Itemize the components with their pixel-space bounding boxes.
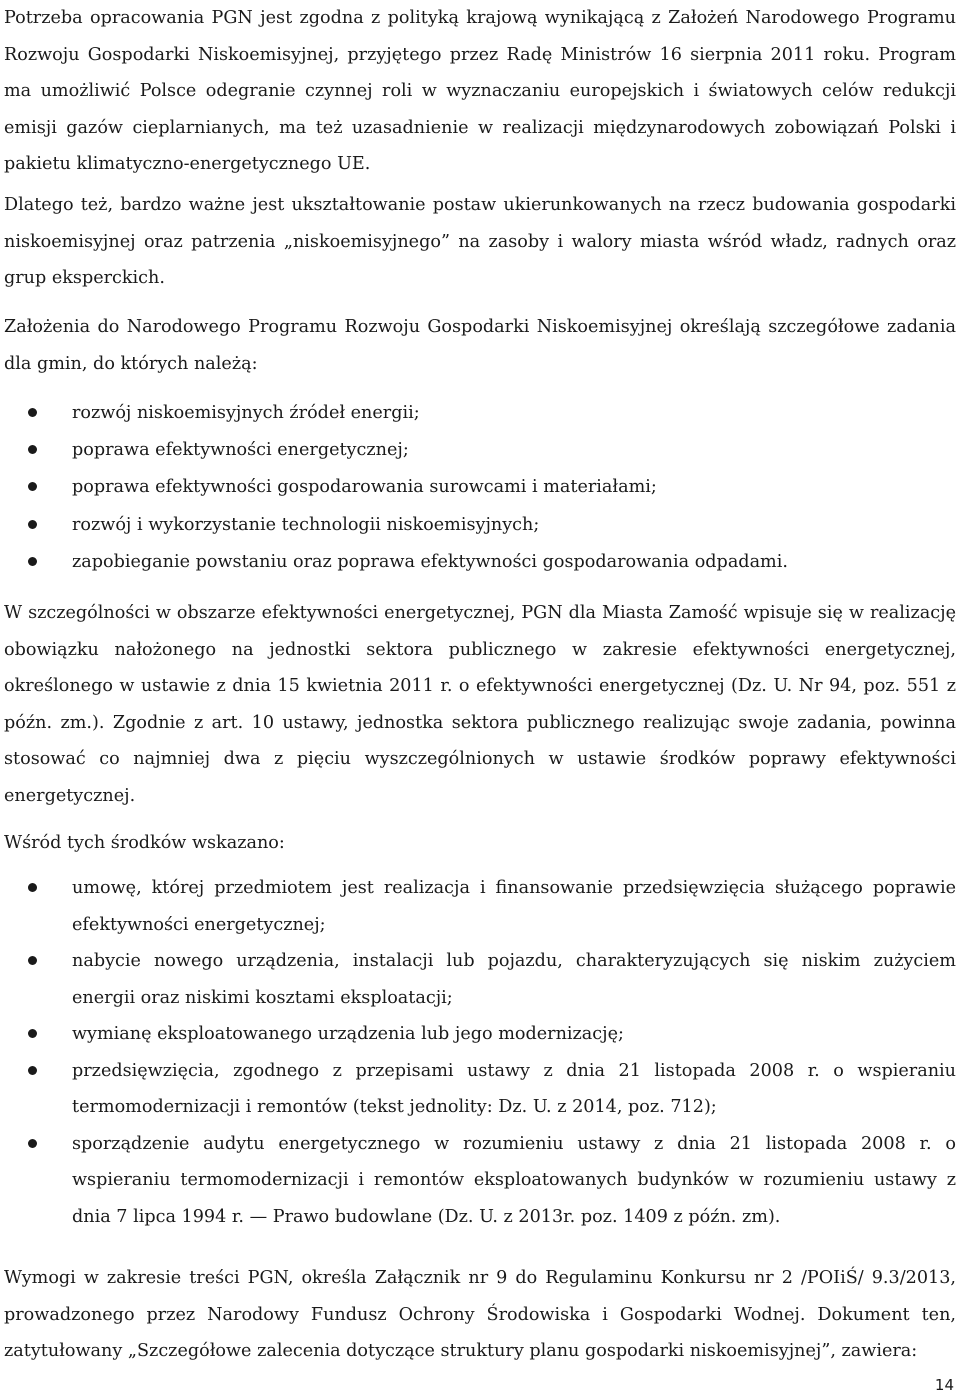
list-item: poprawa efektywności gospodarowania surowcami i materiałami; (4, 469, 956, 506)
bullet-icon (28, 408, 37, 417)
bullet-icon (28, 1066, 37, 1075)
list-item: zapobieganie powstaniu oraz poprawa efektywności gospodarowania odpadami. (4, 544, 956, 581)
bullet-icon (28, 557, 37, 566)
paragraph-municipal-tasks-intro: Założenia do Narodowego Programu Rozwoju Gospodarki Niskoemisyjnej określają szczegółowe zadania dla gmin, do których należą: (4, 317, 956, 374)
list-item: wymianę eksploatowanego urządzenia lub jego modernizację; (4, 1016, 956, 1053)
efficiency-measures-list (4, 870, 956, 1235)
list-item: rozwój i wykorzystanie technologii niskoemisyjnych; (4, 507, 956, 544)
list-item: poprawa efektywności energetycznej; (4, 432, 956, 469)
municipal-tasks-list (4, 395, 956, 581)
paragraph-attitudes: Dlatego też, bardzo ważne jest ukształtowanie postaw ukierunkowanych na rzecz budowania gospodarki niskoemisyjnej oraz patrzenia „niskoemisyjnego” na zasoby i walory miasta wśród władz, radnych oraz grup eksperckich. (4, 195, 956, 288)
bullet-icon (28, 956, 37, 965)
paragraph-policy-context: Potrzeba opracowania PGN jest zgodna z polityką krajową wynikającą z Założeń Narodowego Programu Rozwoju Gospodarki Niskoemisyjnej, przyjętego przez Radę Ministrów 16 sierpnia 2011 roku. Program ma umożliwić Polsce odegranie czynnej roli w wyznaczaniu europejskich i światowych celów redukcji emisji gazów cieplarnianych, ma też uzasadnienie w realizacji międzynarodowych zobowiązań Polski i pakietu klimatyczno-energetycznego UE. (4, 8, 956, 174)
page-number: 14 (934, 1376, 954, 1394)
list-item: przedsięwzięcia, zgodnego z przepisami ustawy z dnia 21 listopada 2008 r. o wspieraniu termomodernizacji i remontów (tekst jednolity: Dz. U. z 2014, poz. 712); (4, 1053, 956, 1126)
bullet-icon (28, 1139, 37, 1148)
paragraph-requirements: Wymogi w zakresie treści PGN, określa Załącznik nr 9 do Regulaminu Konkursu nr 2 /POIiŚ/ 9.3/2013, prowadzonego przez Narodowy Fundusz Ochrony Środowiska i Gospodarki Wodnej. Dokument ten, zatytułowany „Szczegółowe zalecenia dotyczące struktury planu gospodarki niskoemisyjnej”, zawiera: (4, 1268, 956, 1361)
bullet-icon (28, 520, 37, 529)
paragraph-energy-efficiency: W szczególności w obszarze efektywności energetycznej, PGN dla Miasta Zamość wpisuje się w realizację obowiązku nałożonego na jednostki sektora publicznego w zakresie efektywności energetycznej, określonego w ustawie z dnia 15 kwietnia 2011 r. o efektywności energetycznej (Dz. U. Nr 94, poz. 551 z późn. zm.). Zgodnie z art. 10 ustawy, jednostka sektora publicznego realizując swoje zadania, powinna stosować co najmniej dwa z pięciu wyszczególnionych w ustawie środków poprawy efektywności energetycznej. (4, 603, 956, 806)
bullet-icon (28, 883, 37, 892)
bullet-icon (28, 482, 37, 491)
bullet-icon (28, 445, 37, 454)
paragraph-measures-intro: Wśród tych środków wskazano: (4, 833, 285, 853)
list-item: umowę, której przedmiotem jest realizacja i finansowanie przedsięwzięcia służącego poprawie efektywności energetycznej; (4, 870, 956, 943)
list-item: sporządzenie audytu energetycznego w rozumieniu ustawy z dnia 21 listopada 2008 r. o wspieraniu termomodernizacji i remontów eksploatowanych budynków w rozumieniu ustawy z dnia 7 lipca 1994 r. — Prawo budowlane (Dz. U. z 2013r. poz. 1409 z późn. zm). (4, 1126, 956, 1236)
bullet-icon (28, 1029, 37, 1038)
list-item: rozwój niskoemisyjnych źródeł energii; (4, 395, 956, 432)
list-item: nabycie nowego urządzenia, instalacji lub pojazdu, charakteryzujących się niskim zużyciem energii oraz niskimi kosztami eksploatacji; (4, 943, 956, 1016)
